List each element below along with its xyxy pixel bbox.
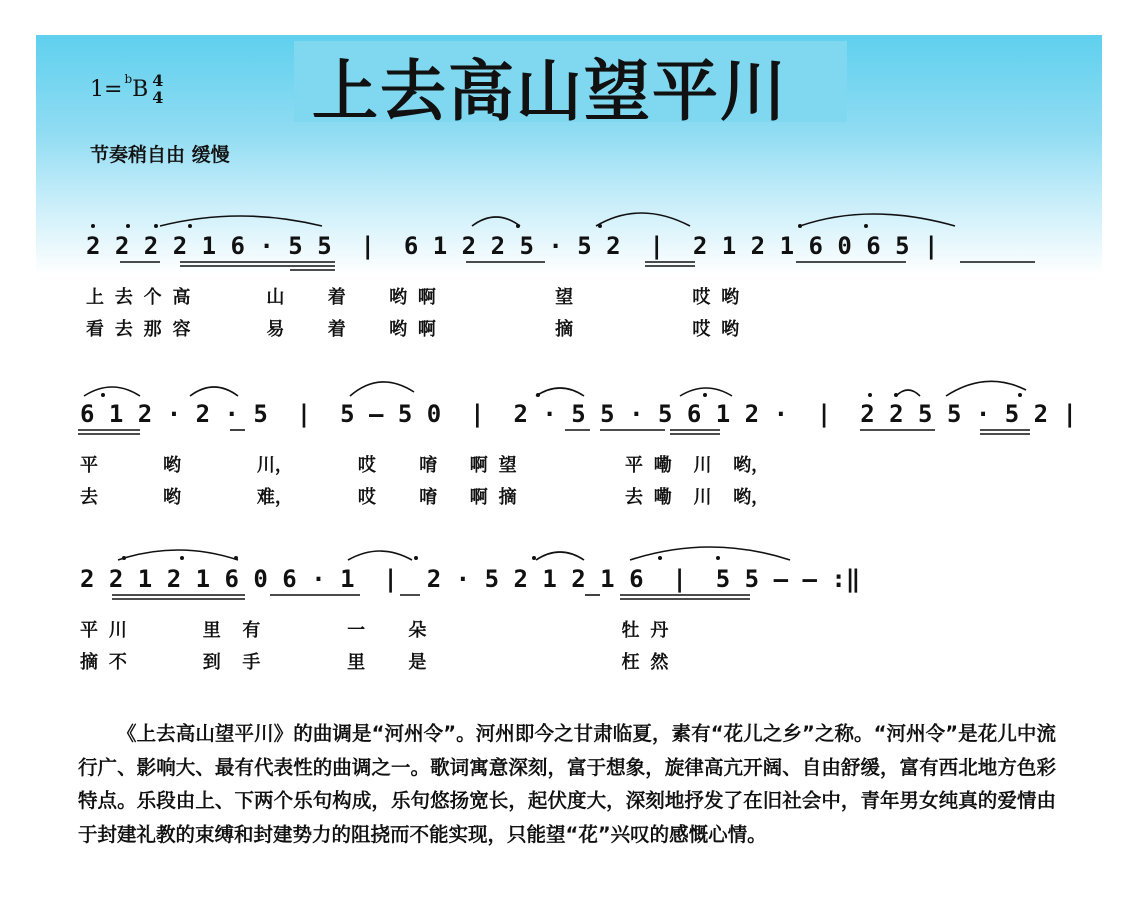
notation-row-2: 6 1 2 · 2 · 5 | 5 – 5 0 | 2 · 5 5 · 5 6 1 2 · | 2 2 5 5 · 5 2 | [80, 400, 1077, 428]
dot [234, 556, 238, 560]
dot [598, 224, 602, 228]
lyric-row-1-verse-1: 上 去 个 高 山 着 哟 啊 望 哎 哟 [86, 287, 740, 308]
flat-sign: b [124, 72, 133, 86]
dot [126, 224, 130, 228]
slur [630, 547, 790, 560]
dot [868, 393, 872, 397]
slur [896, 390, 920, 396]
lyric-row-3-verse-2: 摘 不 到 手 里 是 枉 然 [80, 652, 669, 673]
dot [894, 393, 898, 397]
dot [716, 556, 720, 560]
slur [596, 213, 690, 226]
lyric-row-2-verse-1: 平 哟 川， 哎 唷 啊 望 平 嘞 川 哟， [80, 455, 770, 476]
time-bottom: 4 [152, 88, 164, 107]
dot [414, 556, 418, 560]
dot [154, 224, 158, 228]
lyric-row-1-verse-2: 看 去 那 容 易 着 哟 啊 摘 哎 哟 [86, 319, 740, 340]
dot [122, 556, 126, 560]
dot [188, 224, 192, 228]
dot [180, 556, 184, 560]
notation-row-1: 2 2 2 2 1 6 · 5 5 | 6 1 2 2 5 · 5 2 | 2 1 2 1 6 0 6 5 | [86, 232, 939, 260]
slur [160, 216, 322, 226]
dot [703, 393, 707, 397]
dot [864, 224, 868, 228]
slur [946, 381, 1026, 396]
slur [118, 550, 238, 560]
time-top: 4 [152, 71, 164, 90]
key-note: B [132, 76, 149, 102]
notation-row-3: 2 2 1 2 1 6 0 6 · 1 | 2 · 5 2 1 2 1 6 | 5 5 – – :‖ [80, 565, 861, 593]
dot [798, 224, 802, 228]
slur [84, 387, 140, 396]
tempo-marking: 节奏稍自由 缓慢 [90, 144, 230, 166]
slur [350, 382, 414, 396]
slur [800, 214, 955, 226]
dot [1018, 393, 1022, 397]
dot [658, 556, 662, 560]
lyric-row-2-verse-2: 去 哟 难， 哎 唷 啊 摘 去 嘞 川 哟， [80, 487, 770, 508]
key-prefix: 1= [90, 76, 123, 102]
dot [91, 224, 95, 228]
dot [536, 393, 540, 397]
dot [516, 224, 520, 228]
lyric-row-3-verse-1: 平 川 里 有 一 朵 牡 丹 [80, 620, 669, 641]
slur [472, 217, 520, 226]
song-title: 上去高山望平川 [312, 53, 788, 130]
slur [536, 552, 584, 560]
dot [532, 556, 536, 560]
slur [536, 388, 584, 396]
dot [101, 393, 105, 397]
slur [190, 387, 238, 396]
song-description: 《上去高山望平川》的曲调是“河州令”。河州即今之甘肃临夏，素有“花儿之乡”之称。“河州令”是花儿中流行广、影响大、最有代表性的曲调之一。歌词寓意深刻，富于想象，旋律高亢开阔、自由舒缓，富有西北地方色彩特点。乐段由上、下两个乐句构成，乐句悠扬宽长，起伏度大，深刻地抒发了在旧社会中，青年男女纯真的爱情由于封建礼教的束缚和封建势力的阻挠而不能实现，只能望“花”兴叹的感慨心情。 [78, 722, 1056, 846]
slur [348, 551, 412, 560]
